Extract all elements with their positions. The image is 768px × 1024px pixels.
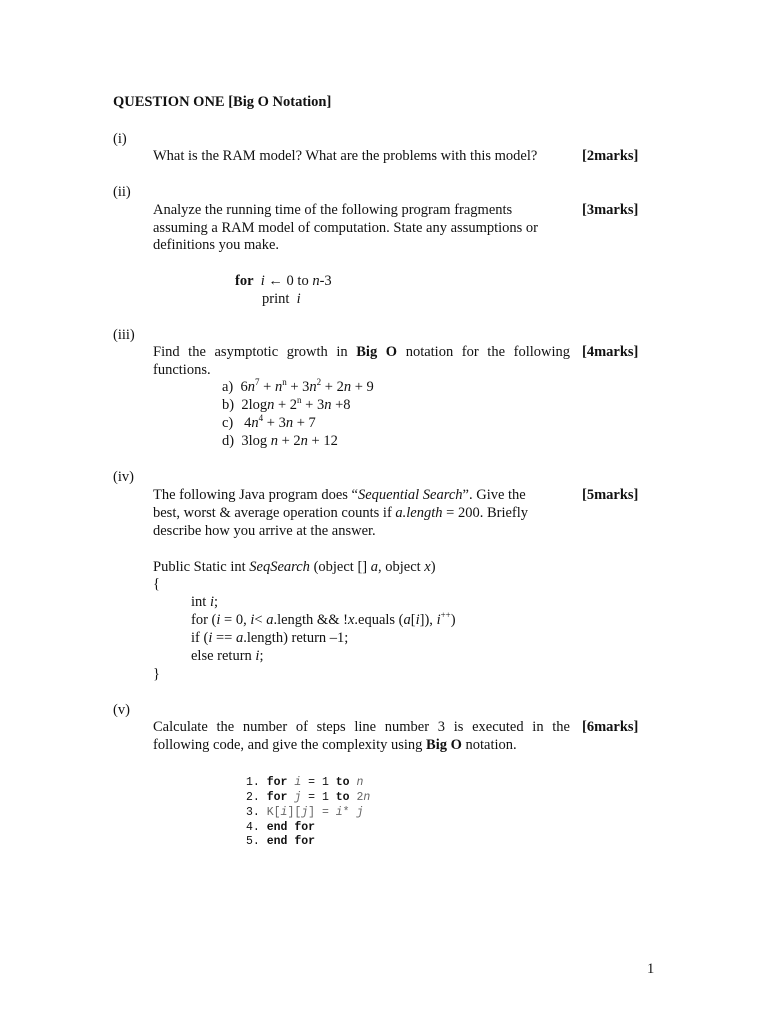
code-line-4: 4. end for <box>246 821 316 834</box>
print-var: i <box>296 291 301 307</box>
question-number-v: (v) <box>113 702 130 718</box>
question-ii-line-1: Analyze the running time of the following program fragments <box>153 202 513 218</box>
question-v-line-1: Calculate the number of steps line number 3 is executed in the <box>153 719 570 735</box>
code-line-5: 5. end for <box>246 835 316 848</box>
code-line-2: 2. for j = 1 to 2n <box>246 791 371 804</box>
question-number-ii: (ii) <box>113 184 131 200</box>
loop-bound-offset: -3 <box>319 273 332 289</box>
question-ii-line-2: assuming a RAM model of computation. State any assumptions or <box>153 220 539 236</box>
print-keyword: print <box>262 291 290 307</box>
function-item-c: c) $4n^4 + 3n + 7$ <box>222 413 316 431</box>
question-i-text: What is the RAM model? What are the problems with this model? <box>153 148 538 164</box>
question-iii-text-a: Find the asymptotic growth in <box>153 344 348 360</box>
code-line-1: 1. for i = 1 to n <box>246 776 364 789</box>
question-iv-line-1: The following Java program does “Sequential Search”. Give the <box>153 487 526 503</box>
function-item-b: b) $2\log n + 2^n + 3n +8$ <box>222 395 351 413</box>
page-number: 1 <box>647 961 655 977</box>
question-v-text-a: following code, and give the complexity using <box>153 737 423 753</box>
question-iv-line-2: best, worst & average operation counts if a.length = 200. Briefly <box>153 505 529 521</box>
question-v-line-2 <box>153 737 517 754</box>
question-i-marks: [2marks] <box>582 148 639 164</box>
question-number-iv: (iv) <box>113 469 134 485</box>
question-iii-text-b: notation for the following <box>405 344 570 360</box>
java-code-line-5: if (i == a.length) return –1; <box>191 630 349 646</box>
question-iii-line-1 <box>153 344 570 361</box>
java-code-line-2: { <box>153 576 160 592</box>
question-v-bold: Big O <box>426 737 462 753</box>
page-title: QUESTION ONE [Big O Notation] <box>113 94 332 110</box>
question-iii-line-2: functions. <box>153 362 211 378</box>
pseudocode-loop-line <box>235 273 332 290</box>
pseudocode-print-line <box>262 291 301 308</box>
function-item-a: a) $6n^7 + n^n + 3n^2 + 2n + 9$ <box>222 377 374 395</box>
java-code-line-3: int i; <box>191 594 218 610</box>
question-iii-bold: Big O <box>356 344 398 360</box>
question-iv-line-3: describe how you arrive at the answer. <box>153 523 376 539</box>
for-keyword: for <box>235 273 254 289</box>
code-line-3: 3. K[i][j] = i* j <box>246 806 364 819</box>
question-number-iii: (iii) <box>113 327 135 343</box>
java-code-line-7: } <box>153 666 160 682</box>
question-v-text-b: notation. <box>465 737 517 753</box>
question-number-i: (i) <box>113 131 127 147</box>
loop-var: i <box>260 273 265 289</box>
loop-range: ← 0 to <box>268 273 309 289</box>
question-iv-marks: [5marks] <box>582 487 639 503</box>
question-ii-marks: [3marks] <box>582 202 639 218</box>
function-item-d: d) 3log n + 2n + 12 <box>222 433 338 449</box>
java-code-line-6: else return i; <box>191 648 264 664</box>
java-code-line-4: for (i = 0, i< a.length && !x.equals (a[i]), i++) <box>191 610 456 628</box>
loop-bound-n: n <box>312 273 320 289</box>
java-code-line-1: Public Static int SeqSearch (object [] a, object x) <box>153 559 436 575</box>
question-iii-marks: [4marks] <box>582 344 639 360</box>
question-v-marks: [6marks] <box>582 719 639 735</box>
question-ii-line-3: definitions you make. <box>153 237 280 253</box>
